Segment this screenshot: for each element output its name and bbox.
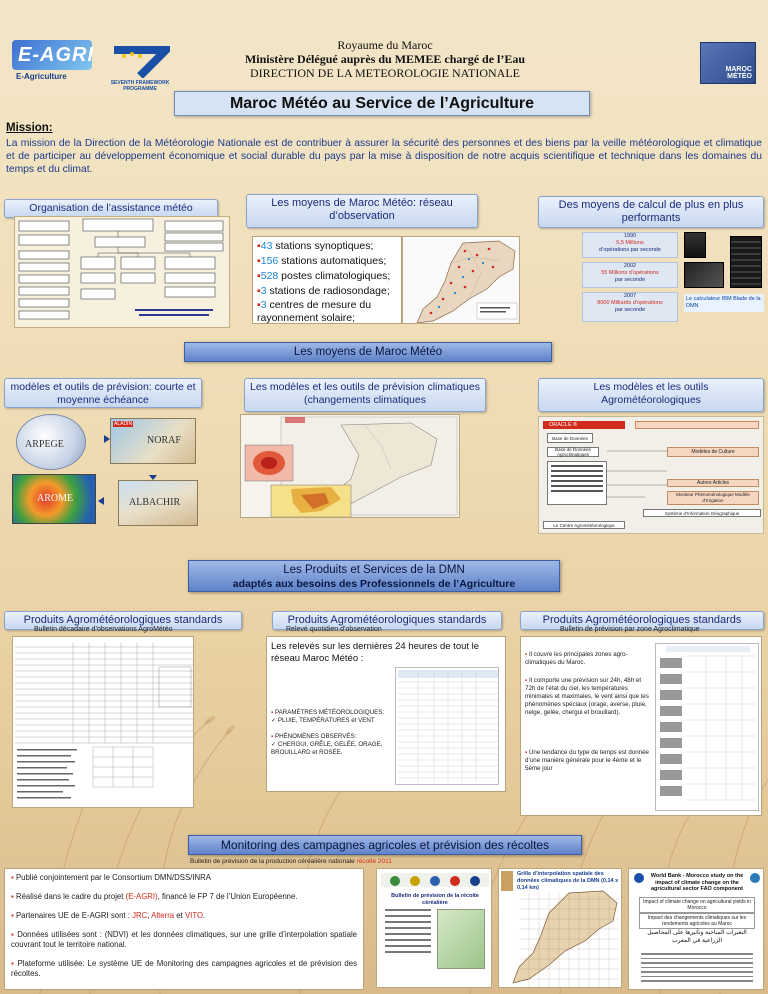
header-line3: DIRECTION DE LA METEOROLOGIE NATIONALE [250,66,520,80]
agro-list [547,461,607,505]
page-title [174,91,590,116]
monitoring-b3: ▪ Partenaires UE de E-AGRI sont : JRC, Alterra et VITO. [11,911,206,920]
product2-panel [266,636,506,792]
aladin-label: ALADIN [114,421,133,427]
network-item: ▪3 centres de mesure du rayonnement solaire; [257,299,372,324]
logo-fp7 [100,44,180,94]
arrow-down-icon [148,466,158,480]
agro-connectors [605,431,669,511]
product2-caption: Relevé quotidien d’observation [286,626,382,633]
arpege-label: ARPEGE [25,439,64,450]
monitoring-b4: ▪ Données utilisées sont : (NDVI) et les données climatiques, sur une grille d’interpolation spatiale couvrant tout le territoire national. [11,930,358,949]
products-title-2: Produits Agrométéorologiques standards [272,611,502,630]
monitoring-b5: ▪ Plateforme utilisée: Le système UE de Monitoring des campagnes agricoles et de prévision des récoltes. [11,959,357,978]
models-mid-title: Les modèles et les outils de prévision climatiques (changements climatiques [244,378,486,412]
banner-products [188,560,560,592]
logo-eagri-text: E-AGRI [18,44,94,66]
product2-b1: ▪ PARAMÈTRES MÉTÉOROLOGIQUES: ✓ PLUIE, TEMPÉRATURES et VENT [271,709,385,724]
observation-table [396,668,500,786]
monitoring-b2: ▪ Réalisé dans le cadre du projet (E-AGRI), financé le FP 7 de l’Union Européenne. [11,892,298,901]
product3-panel [520,636,762,816]
interpolation-grid-title: Grille d’interpolation spatiale des données climatiques de la DMN (0,14 x 0,14 km) [517,871,619,891]
logo-eagri-sub: E-Agriculture [16,72,67,81]
worldbank-title: World Bank - Morocco study on the impact of climate change on the agricultural sector FAO component [650,873,744,892]
org-title: Organisation de l’assistance météo [4,199,218,218]
morocco-stations-map [403,237,520,324]
mission-section [6,122,762,186]
logo-maroc-meteo [700,42,756,84]
product2-table [395,667,499,785]
bulletin-decadaire-table [13,637,194,808]
harvest-bulletin-title: Bulletin de prévision de la récolte céréalière [391,893,479,906]
agro-top-box [635,421,759,429]
arpege-globe [16,414,86,470]
header-line2: Ministère Délégué auprès du MEMEE chargé de l’Eau [244,52,526,66]
page-title-text: Maroc Météo au Service de l’Agriculture [229,95,535,112]
arome-label: AROME [37,493,74,504]
product3-forecast-table [655,643,759,811]
arrow-right-icon [88,434,110,444]
interpolation-grid [498,868,622,988]
product3-t2: ▪ Il comporte une prévision sur 24h, 48h et 72h de l’état du ciel, les températures minimales et maximales, le vent ainsi que les phénomènes spéciaux (orage, averse, pluie, neige, gelée, chergui et brouillard). [525,677,649,716]
network-list [252,236,402,324]
server-photo-3 [730,236,762,288]
banner-products-line2: adaptés aux besoins des Professionnels de l’Agriculture [232,578,516,590]
partner-logos [387,875,483,887]
agro-centre: Le Centre Agrométéorologique [543,521,625,529]
header-text [170,38,600,80]
worldbank-sub1: Impact of climate change on agricultural yields in Morocco [639,897,755,913]
network-item: ▪43 stations synoptiques; [257,240,374,252]
worldbank-study [628,868,764,990]
forecast-zone-table [656,644,760,812]
models-right-title: Les modèles et les outils Agrométéorologiques [538,378,764,412]
monitoring-caption: Bulletin de prévision de la production céréalière nationale récolte 2011 [190,858,392,865]
noraf-label: NORAF [147,435,181,446]
compute-2007: 2007 8000 Milliards d’opérations par seconde [582,292,678,322]
network-item: ▪156 stations automatiques; [257,255,387,267]
climate-maps [240,414,460,518]
product2-intro: Les relevés sur les dernières 24 heures de tout le réseau Maroc Météo : [271,641,480,664]
oracle-box: ORACLE ® [543,421,625,429]
agro-other: Autres Articles [667,479,759,487]
product1-caption: Bulletin décadaire d’observations AgroMétéo [34,626,173,633]
monitoring-title: Monitoring des campagnes agricoles et prévision des récoltes [188,835,582,855]
albachir-map [118,480,198,526]
agro-pheno: Moniteur Phénoménologique Modèle d’Irrigation [667,491,759,505]
mission-text: La mission de la Direction de la Météorologie Nationale est de contribuer à assurer la sécurité des personnes et des biens par la veille météorologique et climatique et de participer au développement économique et social durable du pays par la mise à disposition de notre acquis scientifique et technique dans les domaines du temps et du climat. [6,138,762,175]
logo-fp7-text: SEVENTH FRAMEWORK PROGRAMME [110,80,170,92]
org-chart-diagram [15,217,231,329]
product3-caption: Bulletin de prévision par zone Agroclimatique [560,626,700,633]
server-photo-1 [684,232,706,258]
network-item: ▪528 postes climatologiques; [257,270,391,282]
agro-sig: Système d’Information Géographique [643,509,761,517]
header-line1: Royaume du Maroc [337,38,433,52]
worldbank-sub2: Impact des changements climatiques sur les rendements agricoles au Maroc [639,913,755,929]
logo-maroc-meteo-text: MAROC MÉTÉO [725,66,752,80]
fp7-icon [110,44,170,78]
compute-1990: 1990 5,5 Millions d’opérations par seconde [582,232,678,258]
product2-b2: ▪ PHÉNOMÈNES OBSERVÉS: ✓ CHERGUI, GRÊLE, GELÉE, ORAGE, BROUILLARD et ROSÉE. [271,733,383,756]
compute-panel [580,232,766,324]
climate-projection-maps [241,415,460,518]
agro-db-clim-box: Base de Données Agroclimatiques [547,447,599,457]
morocco-grid-map [499,869,622,988]
org-chart [14,216,230,328]
agro-diagram [538,416,764,534]
mission-heading: Mission: [6,122,53,134]
network-title: Les moyens de Maroc Météo: réseau d’observation [246,194,478,228]
product3-t1: ▪ Il couvre les principales zones agro-climatiques du Maroc. [525,651,628,666]
models-left-title: modèles et outils de prévision: courte et moyenne échéance [4,378,202,408]
banner-moyens: Les moyens de Maroc Météo [184,342,552,362]
compute-title: Des moyens de calcul de plus en plus performants [538,196,764,228]
products-title-1: Produits Agrométéorologiques standards [4,611,242,630]
worldbank-arabic: التغيرات المناخية وتأثيرها على المحاصيل الزراعية في المغرب [647,930,747,944]
products-title-3: Produits Agrométéorologiques standards [520,611,764,630]
logo-eagri [12,40,102,86]
agro-crop-models: Modèles de Culture [667,447,759,457]
product1-bulletin [12,636,194,808]
albachir-label: ALBACHIR [129,497,181,508]
monitoring-b1: ▪ Publié conjointement par le Consortium DMN/DSS/INRA [11,873,211,882]
harvest-bulletin [376,868,492,988]
agro-db-box: Base de Données [547,433,593,443]
banner-products-line1: Les Produits et Services de la DMN [283,564,465,576]
aladin-map [110,418,196,464]
arrow-left-icon [98,496,118,506]
monitoring-text [4,868,364,990]
network-item: ▪3 stations de radiosondage; [257,285,390,297]
server-photo-2 [684,262,724,288]
product3-t3: ▪ Une tendance du type de temps est donnée d’une manière générale pour le 4ème et le 5ème jour [525,749,649,772]
compute-2002: 2002 55 Millions d’opérations par seconde [582,262,678,288]
models-left-panel [6,410,202,528]
compute-machine-label: Le calculateur IBM Blade de la DMN [684,294,764,312]
network-map [402,236,520,324]
arome-map [12,474,96,524]
